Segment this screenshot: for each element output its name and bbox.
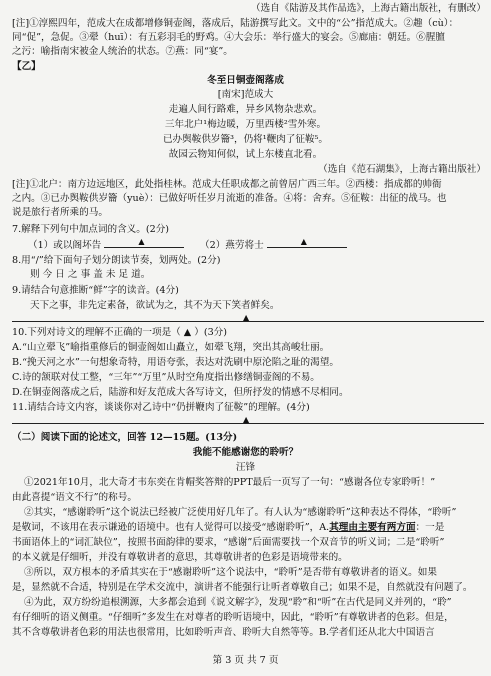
para-4-line-1: ④为此，双方纷纷追根溯源，大多都会追到《说文解字》，发现“聆”和“听”在古代是同义并列的，“聆” (24, 597, 452, 608)
q10-option-c: C.诗的颔联对仗工整，“三年”“万里”从时空角度指出修缮铜壶阁的不易。 (12, 372, 320, 383)
para-2-line-2-text: 是敬词，不该用在表示谦逊的语境中。也有人觉得可以接受“感谢聆听”，A. (12, 522, 330, 533)
para-2-line-2 (12, 521, 486, 534)
q7-item-1-text: （1）或以阁坏告 (28, 240, 102, 251)
blank-marker: ▲ (300, 238, 307, 246)
jia-note-1: [注]①淳熙四年，范成大在成都增修铜壶阁，落成后，陆游撰写此文。文中的“公”指范成大。②趣（cù）： (12, 18, 459, 29)
q11-answer-line[interactable] (12, 423, 484, 424)
jia-note-2: 同“促”，急促。③翚（huī）：有五彩羽毛的野鸡。④大会乐：举行盛大的宴会。⑤廊庙：朝廷。⑥腥膻 (12, 32, 445, 43)
underlined-phrase: 其理由主要有两方面 (329, 522, 416, 533)
q9-answer-line[interactable] (12, 321, 484, 322)
q9-stem: 9.请结合句意推断“鲜”字的读音。(4分) (12, 285, 179, 296)
poem-line-2: 三年北户¹梅边暖，万里西楼²雪外寒。 (164, 119, 327, 130)
q10-option-d: D.在铜壶阁落成之后，陆游和好友范成大各写诗文，但所抒发的情感不尽相同。 (12, 387, 349, 398)
para-1-line-1: ①2021年10月，北大奇才韦东奕在肯帽奖答辩的PPT最后一页写了一句：“感谢各位专家聆听！” (24, 477, 436, 488)
q8-stem: 8.用“/”给下面句子划分朗读节奏，划两处。(2分) (12, 255, 221, 266)
q7-stem: 7.解释下列句中加点词的含义。(2分) (12, 224, 170, 235)
q7-item-1 (28, 238, 228, 252)
para-1-line-2: 由此喜提“语文不行”的称号。 (12, 492, 137, 503)
yi-note-1: [注]①北户：南方边远地区，此处指桂林。范成大任职成都之前曾居广西三年。②西楼：指成都的帅衙 (12, 179, 442, 190)
q7-answer-1[interactable] (104, 238, 184, 248)
q10-option-a: A.“山立翚飞”喻指重修后的铜壶阁如山矗立，如翚飞翔，突出其高峻壮丽。 (12, 342, 330, 353)
q9-blank-marker: ▲ (243, 313, 250, 322)
q10-stem: 10.下列对诗文的理解不正确的一项是（ ▲ ）(3分) (12, 327, 228, 338)
q7-item-2-text: （2）燕劳将士 (200, 240, 264, 251)
q7-item-2 (200, 238, 400, 252)
para-3-line-1: ③所以，双方根本的矛盾其实在于“感谢聆听”这个说法中，“聆听”是否带有尊敬讲者的语义。如果 (24, 567, 437, 578)
poem-line-4: 故园云物知何似，试上东楼直北看。 (168, 149, 323, 160)
q9-sentence: 天下之事，非先定素备，欲试为之，其不为天下笑者鲜矣。 (30, 300, 280, 311)
para-3-line-2: 是，显然就不合适，特别是在学术交流中，演讲者不能强行让听者尊敬自己；如果不是，自然就没有问题了。 (12, 582, 473, 593)
q7-answer-2[interactable] (267, 238, 347, 248)
poem-line-3: 已办舆鞍供岁籥³，仍将¹鞭肉了征鞍⁵。 (162, 134, 329, 145)
yi-note-3: 说是旅行者所乘的马。 (12, 207, 108, 218)
para-2-line-2-tail: ：一是 (415, 522, 445, 533)
para-4-line-2: 有仔细听的语义侧重。“仔细听”多发生在对尊者的聆听语境中，因此，“聆听”有尊敬讲者的色彩。但是， (12, 612, 454, 623)
page-footer: 第 3 页 共 7 页 (212, 655, 279, 666)
jia-source: （选自《陆游及其作品选》，上海古籍出版社，有删改） (250, 3, 486, 14)
q11-blank-marker: ▲ (243, 415, 250, 424)
blank-marker: ▲ (138, 238, 145, 246)
yi-label: 【乙】 (12, 61, 41, 72)
poem-title: 冬至日铜壶阁落成 (207, 75, 284, 86)
para-2-line-1: ②其实，“感谢聆听”这个说法已经被广泛使用好几年了。有人认为“感谢聆听”这种表达不得体，“聆听” (24, 507, 457, 518)
para-2-line-3: 书面语体上的“词汇缺位”，按照书面韵律的要求，“感谢”后面需要找一个双音节的听义词；二是“聆听” (12, 537, 445, 548)
q10-option-b: B.“挽天河之水”一句想象奇特，用语夸张，表达对洗刷中原沦陷之耻的渴望。 (12, 357, 339, 368)
poem-author: [南宋]范成大 (217, 89, 274, 100)
essay-title: 我能不能感谢您的聆听？ (192, 447, 299, 458)
section2-heading: （二）阅读下面的论述文，回答 12—15题。(13分) (12, 432, 238, 443)
q11-stem: 11.请结合诗文内容，谈谈你对乙诗中“仍拼鞭肉了征鞍”的理解。(4分) (12, 402, 310, 413)
yi-note-2: 之内。③已办舆鞍供岁籥（yuè）：已做好听任岁月流逝的准备。④将：舍弃。⑤征鞍：出征的战马。也 (12, 193, 447, 204)
para-4-line-3: 其不含尊敬讲者色彩的用法也很常用，比如聆听声音、聆听大自然等等。B.学者们还从北大中国语言 (12, 627, 435, 638)
para-2-line-4: 的本义就是仔细听，并没有尊敬讲者的意思，其尊敬讲者的色彩是语境带来的。 (12, 552, 348, 563)
poem-source: （选自《范石湖集》，上海古籍出版社） (318, 164, 486, 175)
poem-line-1: 走遍人间行路难，异乡风物杂悲欢。 (168, 104, 323, 115)
jia-note-3: 之污：喻指南宋被金人统治的状态。⑦燕：同“宴”。 (12, 46, 233, 57)
q8-sentence: 则 今 日 之 事 盖 未 足 道。 (30, 269, 151, 280)
essay-author: 汪锋 (235, 462, 256, 473)
